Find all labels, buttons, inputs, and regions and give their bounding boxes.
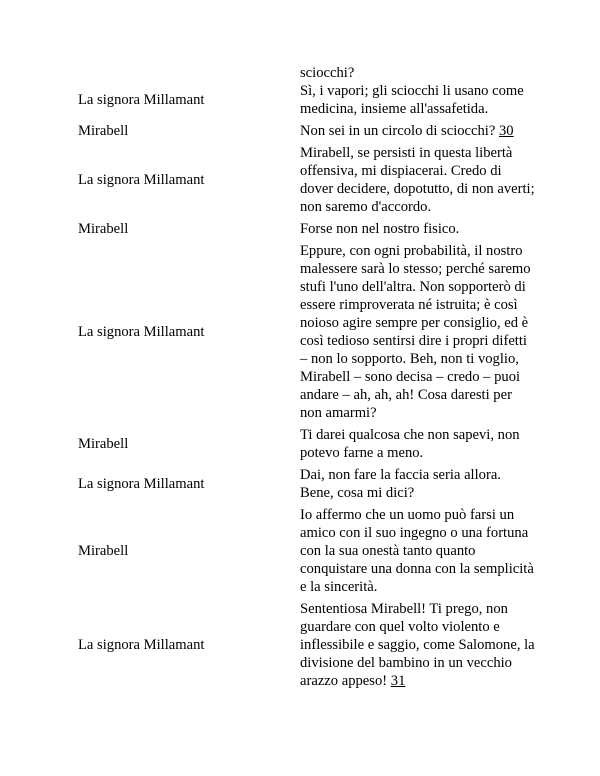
dialogue-text: Eppure, con ogni probabilità, il nostro malessere sarà lo stesso; perché saremo stufi l'uno dell'altra. Non sopporterò di essere rimproverata né istruita; è così noioso agire sempre per consiglio, ed è così tedioso sentirsi dire i propri difetti – non lo sopporto. Beh, non ti voglio, Mirabell – sono decisa – credo – puoi andare – ah, ah, ah! Cosa daresti per non amarmi?	[300, 243, 531, 421]
dialogue-line	[300, 144, 536, 216]
dialogue-text: Mirabell, se persisti in questa libertà offensiva, mi dispiacerai. Credo di dover decidere, dopotutto, di non averti; non saremo d'accordo.	[300, 145, 535, 215]
dialogue-row	[78, 466, 538, 502]
dialogue-row	[78, 220, 538, 238]
dialogue-row	[78, 144, 538, 216]
footnote-link[interactable]: 30	[499, 123, 514, 139]
speaker-name: Mirabell	[78, 543, 129, 559]
dialogue-text: Io affermo che un uomo può farsi un amico con il suo ingegno o una fortuna con la sua onestà tanto quanto conquistare una donna con la semplicità e la sincerità.	[300, 507, 534, 595]
dialogue-line	[300, 82, 536, 118]
dialogue-line	[300, 426, 536, 462]
dialogue-row	[78, 242, 538, 422]
speaker-name: Mirabell	[78, 123, 129, 139]
speaker-name: La signora Millamant	[78, 476, 205, 492]
dialogue-line	[300, 506, 536, 596]
dialogue-line	[300, 600, 536, 690]
speaker-name: La signora Millamant	[78, 172, 205, 188]
dialogue-text: Non sei in un circolo di sciocchi?	[300, 123, 496, 139]
dialogue-line	[300, 466, 536, 502]
dialogue-row	[78, 82, 538, 118]
dialogue-row	[78, 122, 538, 140]
dialogue-row	[78, 600, 538, 690]
dialogue-text: Ti darei qualcosa che non sapevi, non potevo farne a meno.	[300, 427, 520, 461]
continuation-text: sciocchi?	[300, 65, 355, 81]
dialogue-text: Forse non nel nostro fisico.	[300, 221, 460, 237]
speaker-name: Mirabell	[78, 221, 129, 237]
dialogue-text: Sì, i vapori; gli sciocchi li usano come medicina, insieme all'assafetida.	[300, 83, 524, 117]
footnote-link[interactable]: 31	[390, 673, 406, 689]
speaker-name: La signora Millamant	[78, 637, 205, 653]
dialogue-line	[300, 220, 536, 238]
dialogue-text: Sententiosa Mirabell! Ti prego, non guardare con quel volto violento e inflessibile e saggio, come Salomone, la divisione del bambino in un vecchio arazzo appeso!	[300, 601, 535, 689]
speaker-name: Mirabell	[78, 436, 129, 452]
dialogue-table	[78, 82, 538, 694]
dialogue-row	[78, 426, 538, 462]
dialogue-row	[78, 506, 538, 596]
dialogue-line	[300, 242, 536, 422]
speaker-name: La signora Millamant	[78, 92, 205, 108]
dialogue-text: Dai, non fare la faccia seria allora. Bene, cosa mi dici?	[300, 467, 501, 501]
speaker-name: La signora Millamant	[78, 324, 205, 340]
dialogue-line	[300, 122, 536, 140]
